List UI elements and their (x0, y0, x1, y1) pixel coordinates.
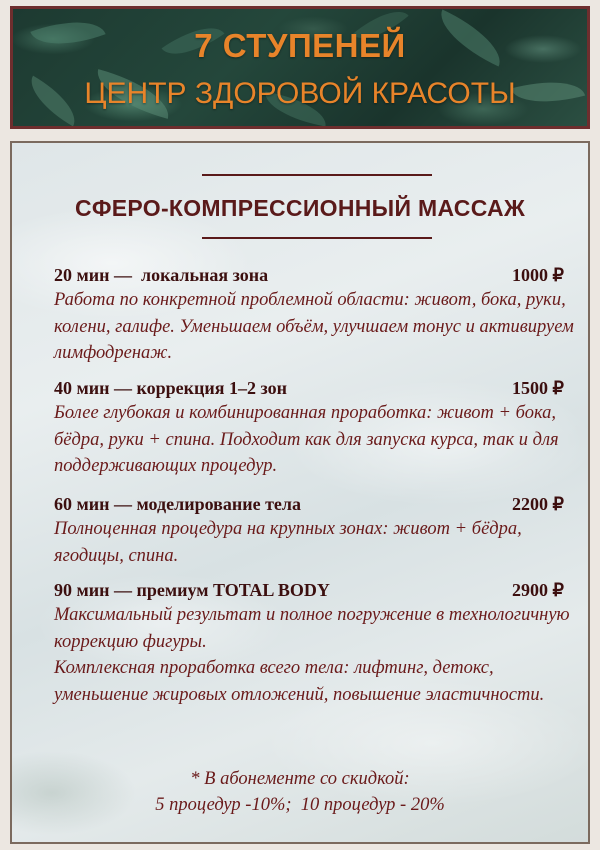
brand-title: 7 СТУПЕНЕЙ (194, 27, 406, 64)
price-item-20 (54, 263, 574, 367)
item-description: Полноценная процедура на крупных зонах: живот + бёдра, ягодицы, спина. (54, 519, 522, 566)
header-frame (10, 6, 590, 129)
item-name: 60 мин — моделирование тела (54, 494, 302, 514)
title-rule-bottom (202, 237, 432, 239)
price-item-90 (54, 578, 574, 708)
discount-note-heading: * В абонементе со скидкой: (190, 769, 410, 789)
item-description: Более глубокая и комбинированная проработка: живот + бока, бёдра, руки + спина. Подходит как для запуска курса, так и для поддерживающих процедур. (54, 403, 559, 476)
item-name: 20 мин — локальная зона (54, 265, 269, 285)
discount-note (12, 766, 588, 818)
item-price: 1500 ₽ (512, 378, 564, 398)
item-price: 1000 ₽ (512, 265, 564, 285)
price-card (10, 141, 590, 844)
item-name: 40 мин — коррекция 1–2 зон (54, 378, 287, 398)
item-description: Максимальный результат и полное погружение в технологичную коррекцию фигуры. (54, 605, 570, 652)
item-description: Работа по конкретной проблемной области: живот, бока, руки, колени, галифе. Уменьшаем объём, улучшаем тонус и активируем лимфодренаж. (54, 290, 574, 363)
price-item-60 (54, 492, 574, 569)
item-name: 90 мин — премиум TOTAL BODY (54, 580, 330, 600)
item-price: 2200 ₽ (512, 494, 564, 514)
brand-subtitle: ЦЕНТР ЗДОРОВОЙ КРАСОТЫ (84, 77, 516, 110)
service-title: СФЕРО-КОМПРЕССИОННЫЙ МАССАЖ (74, 195, 526, 221)
title-rule-top (202, 174, 432, 176)
header-banner (0, 0, 600, 135)
item-description-extra: Комплексная проработка всего тела: лифтинг, детокс, уменьшение жировых отложений, повышение эластичности. (54, 658, 545, 705)
discount-note-details: 5 процедур -10%; 10 процедур - 20% (155, 795, 445, 815)
price-item-40 (54, 376, 574, 480)
item-price: 2900 ₽ (512, 580, 564, 600)
